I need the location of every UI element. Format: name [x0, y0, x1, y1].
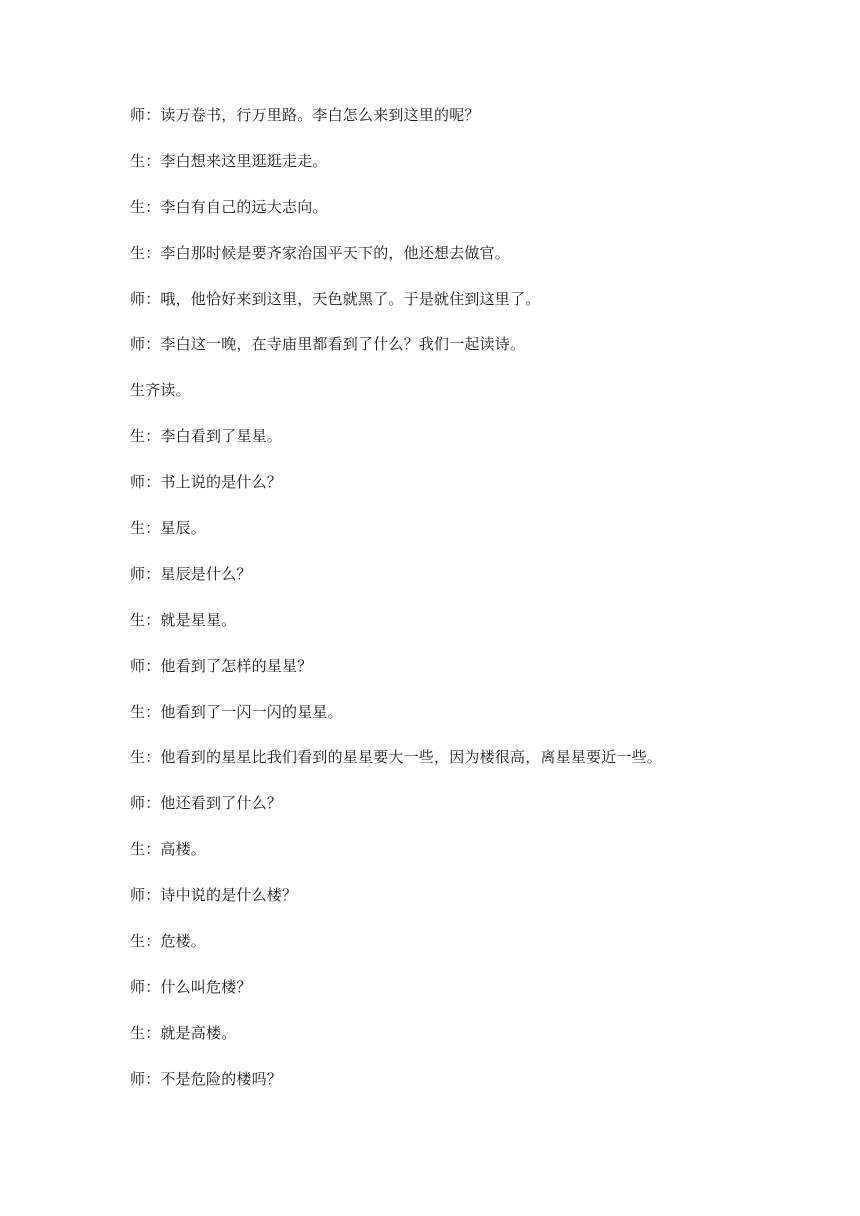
dialogue-line: 生：就是高楼。 [130, 1023, 237, 1042]
dialogue-line: 生：星辰。 [130, 519, 207, 538]
dialogue-line: 生：李白有自己的远大志向。 [130, 197, 328, 216]
dialogue-line: 生：李白那时候是要齐家治国平天下的，他还想去做官。 [130, 243, 511, 262]
dialogue-line: 师：不是危险的楼吗？ [130, 1069, 283, 1088]
dialogue-text-block [130, 104, 770, 1114]
dialogue-line: 生：就是星星。 [130, 610, 237, 629]
dialogue-line: 师：书上说的是什么？ [130, 473, 283, 492]
dialogue-line: 师：他还看到了什么？ [130, 794, 283, 813]
dialogue-line: 生：李白看到了星星。 [130, 427, 283, 446]
dialogue-line: 师：李白这一晚，在寺庙里都看到了什么？我们一起读诗。 [130, 335, 526, 354]
dialogue-line: 生：危楼。 [130, 932, 207, 951]
dialogue-line: 生：高楼。 [130, 840, 207, 859]
dialogue-line: 师：读万卷书，行万里路。李白怎么来到这里的呢？ [130, 106, 480, 124]
dialogue-line: 师：他看到了怎样的星星？ [130, 656, 313, 675]
dialogue-line: 生：他看到了一闪一闪的星星。 [130, 702, 343, 721]
dialogue-line: 师：什么叫危楼？ [130, 977, 252, 996]
dialogue-line: 师：诗中说的是什么楼？ [130, 886, 298, 905]
dialogue-line: 生：李白想来这里逛逛走走。 [130, 151, 328, 170]
dialogue-line: 生：他看到的星星比我们看到的星星要大一些，因为楼很高，离星星要近一些。 [130, 748, 663, 767]
dialogue-line: 生齐读。 [130, 381, 191, 400]
dialogue-line: 师：哦，他恰好来到这里，天色就黑了。于是就住到这里了。 [130, 289, 541, 308]
dialogue-line: 师：星辰是什么？ [130, 564, 252, 583]
